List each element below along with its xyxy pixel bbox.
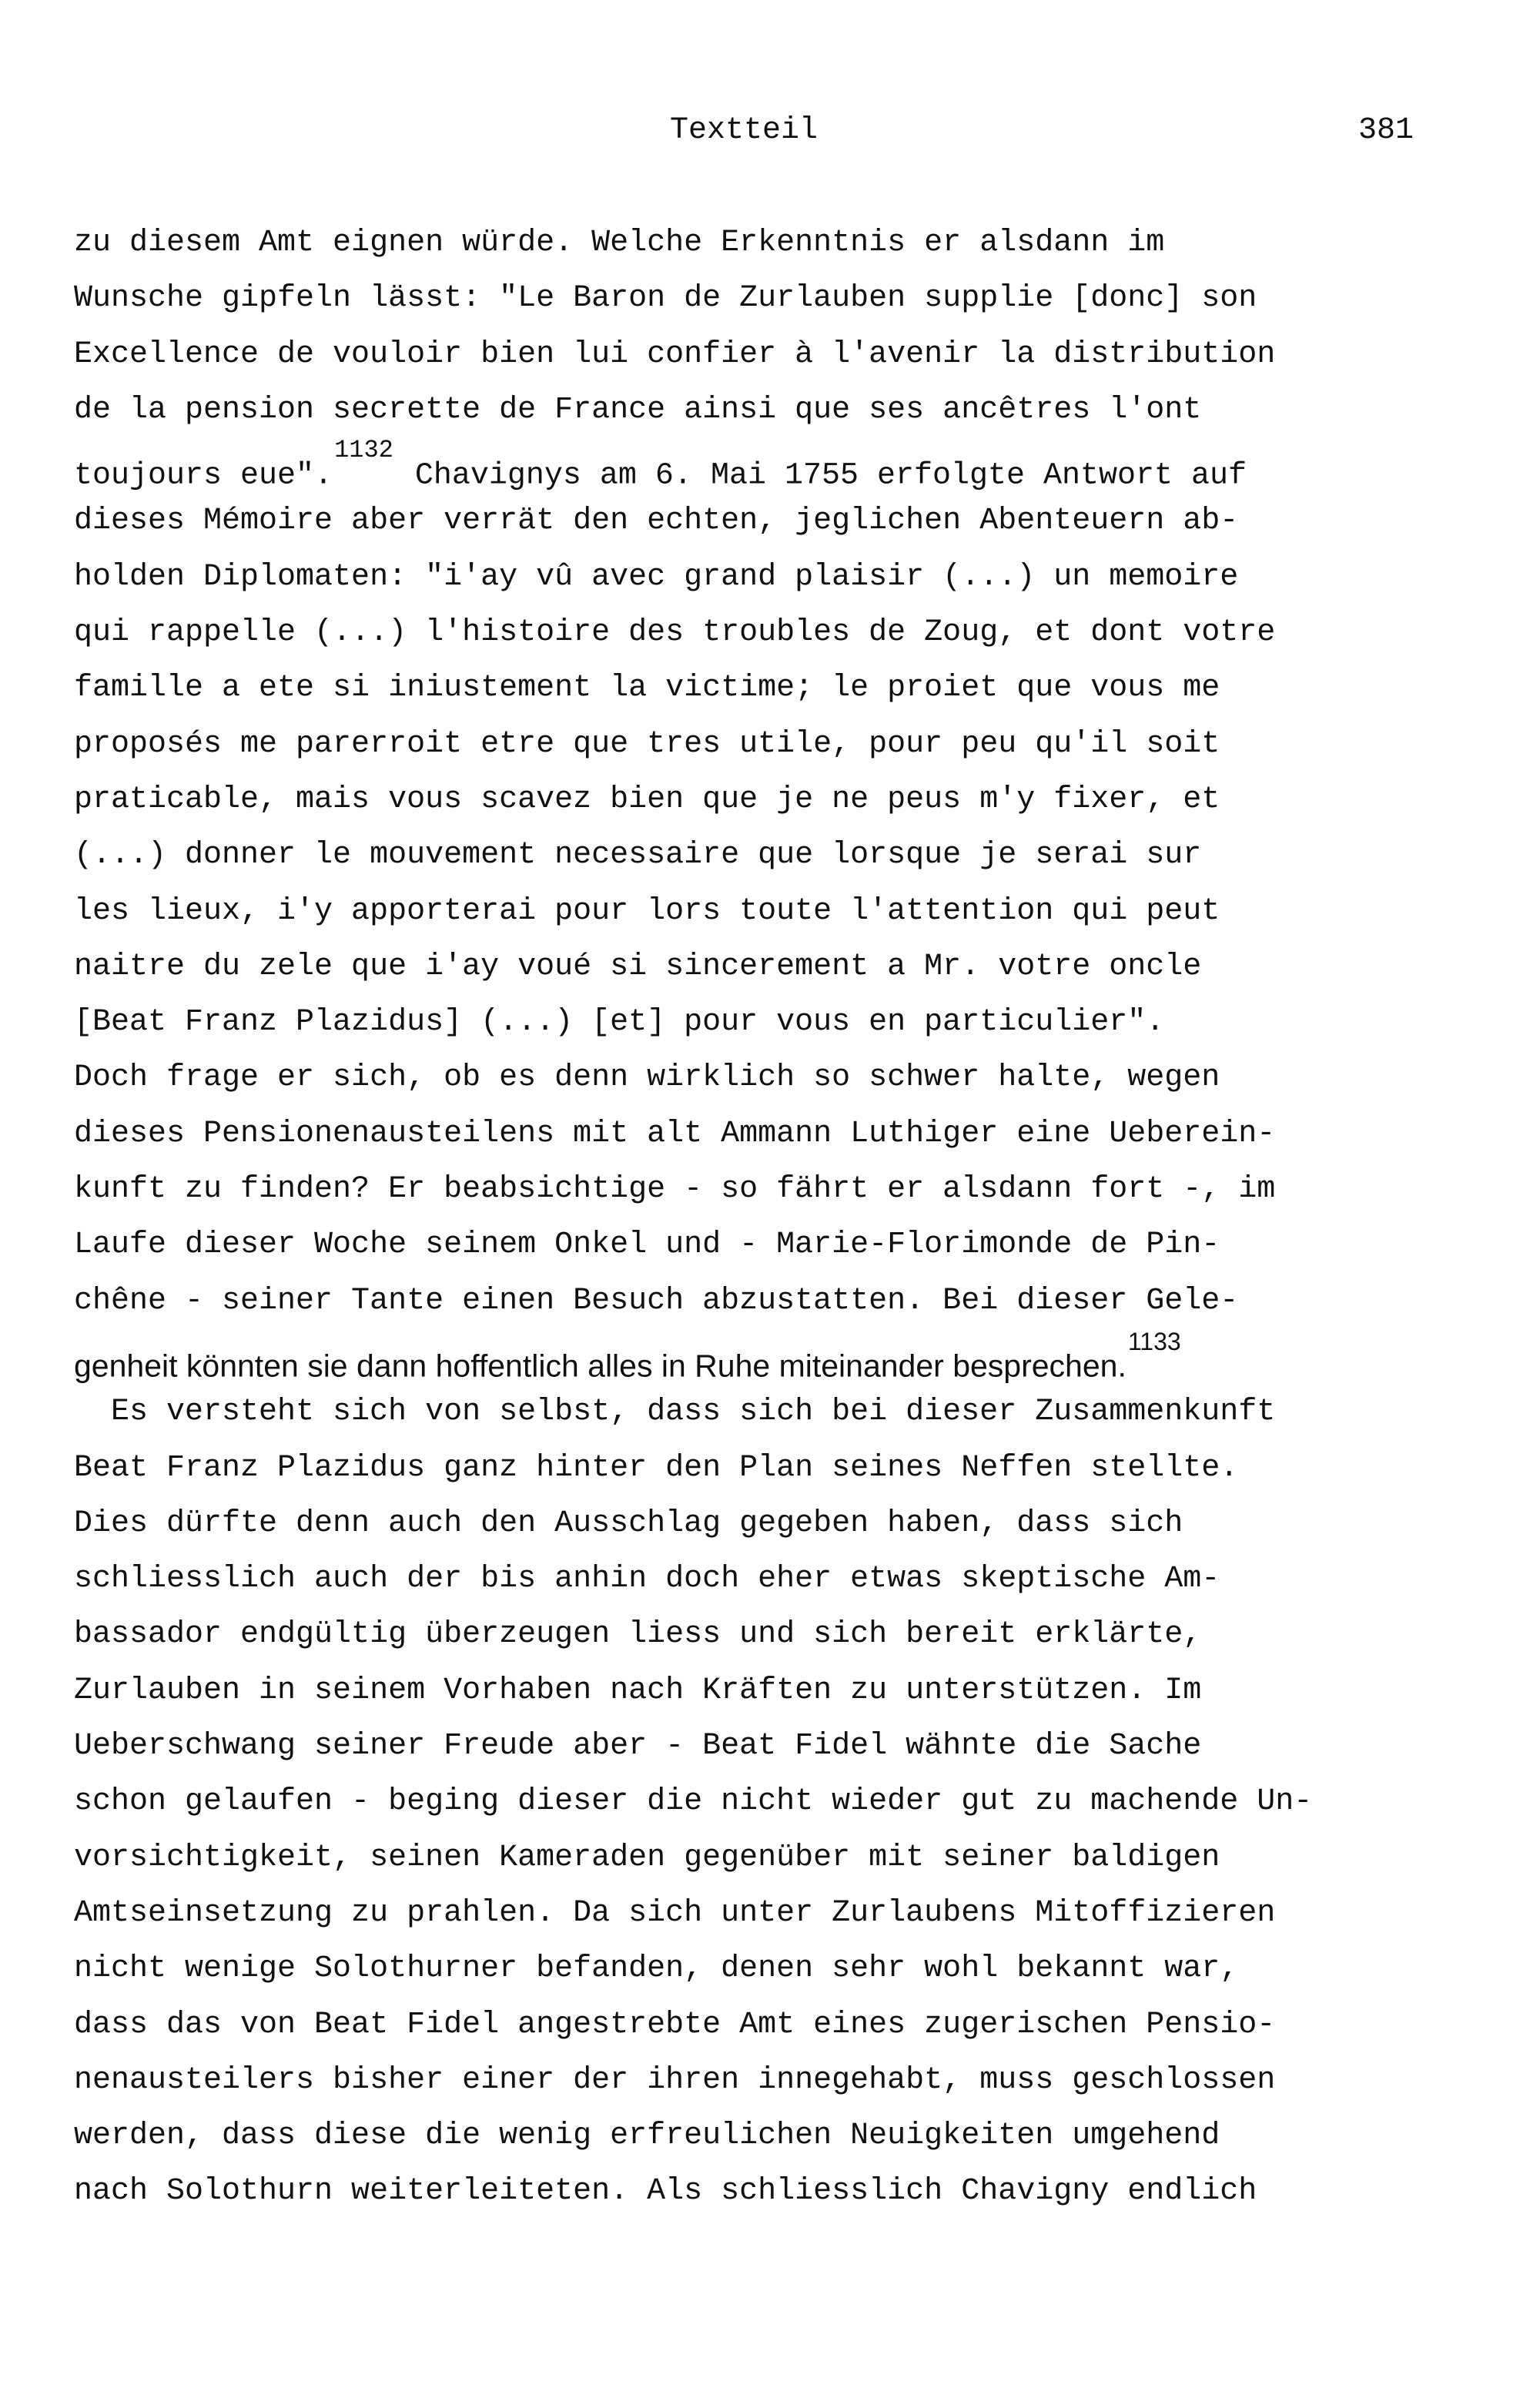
text-line: dieses Pensionenausteilens mit alt Ammann Luthiger eine Ueberein-: [74, 1116, 1276, 1151]
text-line: holden Diplomaten: "i'ay vû avec grand plaisir (...) un memoire: [74, 559, 1239, 595]
text-line: Amtseinsetzung zu prahlen. Da sich unter Zurlaubens Mitoffizieren: [74, 1895, 1276, 1931]
text-segment: genheit könnten sie dann hoffentlich alles in Ruhe miteinander besprechen.: [74, 1348, 1127, 1384]
running-title: Textteil: [669, 113, 819, 148]
text-line: [74, 438, 1460, 494]
footnote-marker: 1132: [334, 436, 393, 465]
text-line: vorsichtigkeit, seinen Kameraden gegenüber mit seiner baldigen: [74, 1840, 1220, 1875]
text-line: [74, 1329, 1460, 1385]
text-line: Beat Franz Plazidus ganz hinter den Plan seines Neffen stellte.: [74, 1450, 1239, 1486]
text-line: de la pension secrette de France ainsi que ses ancêtres l'ont: [74, 392, 1202, 427]
text-line: Es versteht sich von selbst, dass sich bei dieser Zusammenkunft: [111, 1395, 1276, 1430]
text-line: zu diesem Amt eignen würde. Welche Erkenntnis er alsdann im: [74, 226, 1165, 260]
text-line: proposés me parerroit etre que tres utile, pour peu qu'il soit: [74, 726, 1220, 762]
footnote-marker: 1133: [1127, 1327, 1181, 1355]
text-line: famille a ete si iniustement la victime; le proiet que vous me: [74, 671, 1220, 706]
text-line: (...) donner le mouvement necessaire que lorsque je serai sur: [74, 838, 1202, 873]
text-segment: toujours eue".: [74, 458, 333, 494]
text-line: Laufe dieser Woche seinem Onkel und - Marie-Florimonde de Pin-: [74, 1228, 1220, 1263]
text-line: nicht wenige Solothurner befanden, denen sehr wohl bekannt war,: [74, 1951, 1239, 1987]
text-line: Excellence de vouloir bien lui confier à l'avenir la distribution: [74, 337, 1276, 372]
text-line: Dies dürfte denn auch den Ausschlag gegeben haben, dass sich: [74, 1506, 1183, 1541]
text-line: chêne - seiner Tante einen Besuch abzustatten. Bei dieser Gele-: [74, 1283, 1239, 1318]
text-segment: Chavignys am 6. Mai 1755 erfolgte Antwort auf: [414, 458, 1247, 494]
body-text: [74, 216, 1460, 2220]
text-line: schliesslich auch der bis anhin doch eher etwas skeptische Am-: [74, 1562, 1220, 1597]
text-line: Zurlauben in seinem Vorhaben nach Kräften zu unterstützen. Im: [74, 1673, 1202, 1708]
text-line: qui rappelle (...) l'histoire des troubles de Zoug, et dont votre: [74, 615, 1276, 651]
text-line: Doch frage er sich, ob es denn wirklich so schwer halte, wegen: [74, 1060, 1220, 1096]
text-line: werden, dass diese die wenig erfreulichen Neuigkeiten umgehend: [74, 2119, 1220, 2154]
text-line: Wunsche gipfeln lässt: "Le Baron de Zurlauben supplie [donc] son: [74, 281, 1257, 317]
text-line: praticable, mais vous scavez bien que je ne peus m'y fixer, et: [74, 782, 1220, 817]
text-line: schon gelaufen - beging dieser die nicht wieder gut zu machende Un-: [74, 1784, 1313, 1820]
text-line: bassador endgültig überzeugen liess und sich bereit erklärte,: [74, 1617, 1202, 1653]
text-line: les lieux, i'y apporterai pour lors toute l'attention qui peut: [74, 893, 1220, 929]
text-line: dieses Mémoire aber verrät den echten, jeglichen Abenteuern ab-: [74, 504, 1239, 539]
text-line: nach Solothurn weiterleiteten. Als schliesslich Chavigny endlich: [74, 2174, 1257, 2209]
text-line: [Beat Franz Plazidus] (...) [et] pour vous en particulier".: [74, 1005, 1165, 1040]
text-line: dass das von Beat Fidel angestrebte Amt eines zugerischen Pensio-: [74, 2007, 1276, 2042]
text-line: kunft zu finden? Er beabsichtige - so fährt er alsdann fort -, im: [74, 1172, 1276, 1208]
text-line: nenausteilers bisher einer der ihren innegehabt, muss geschlossen: [74, 2062, 1276, 2098]
page-number: 381: [1358, 113, 1414, 148]
text-line: naitre du zele que i'ay voué si sincerement a Mr. votre oncle: [74, 949, 1202, 984]
running-header: [74, 108, 1414, 154]
text-line: Ueberschwang seiner Freude aber - Beat Fidel wähnte die Sache: [74, 1729, 1202, 1764]
